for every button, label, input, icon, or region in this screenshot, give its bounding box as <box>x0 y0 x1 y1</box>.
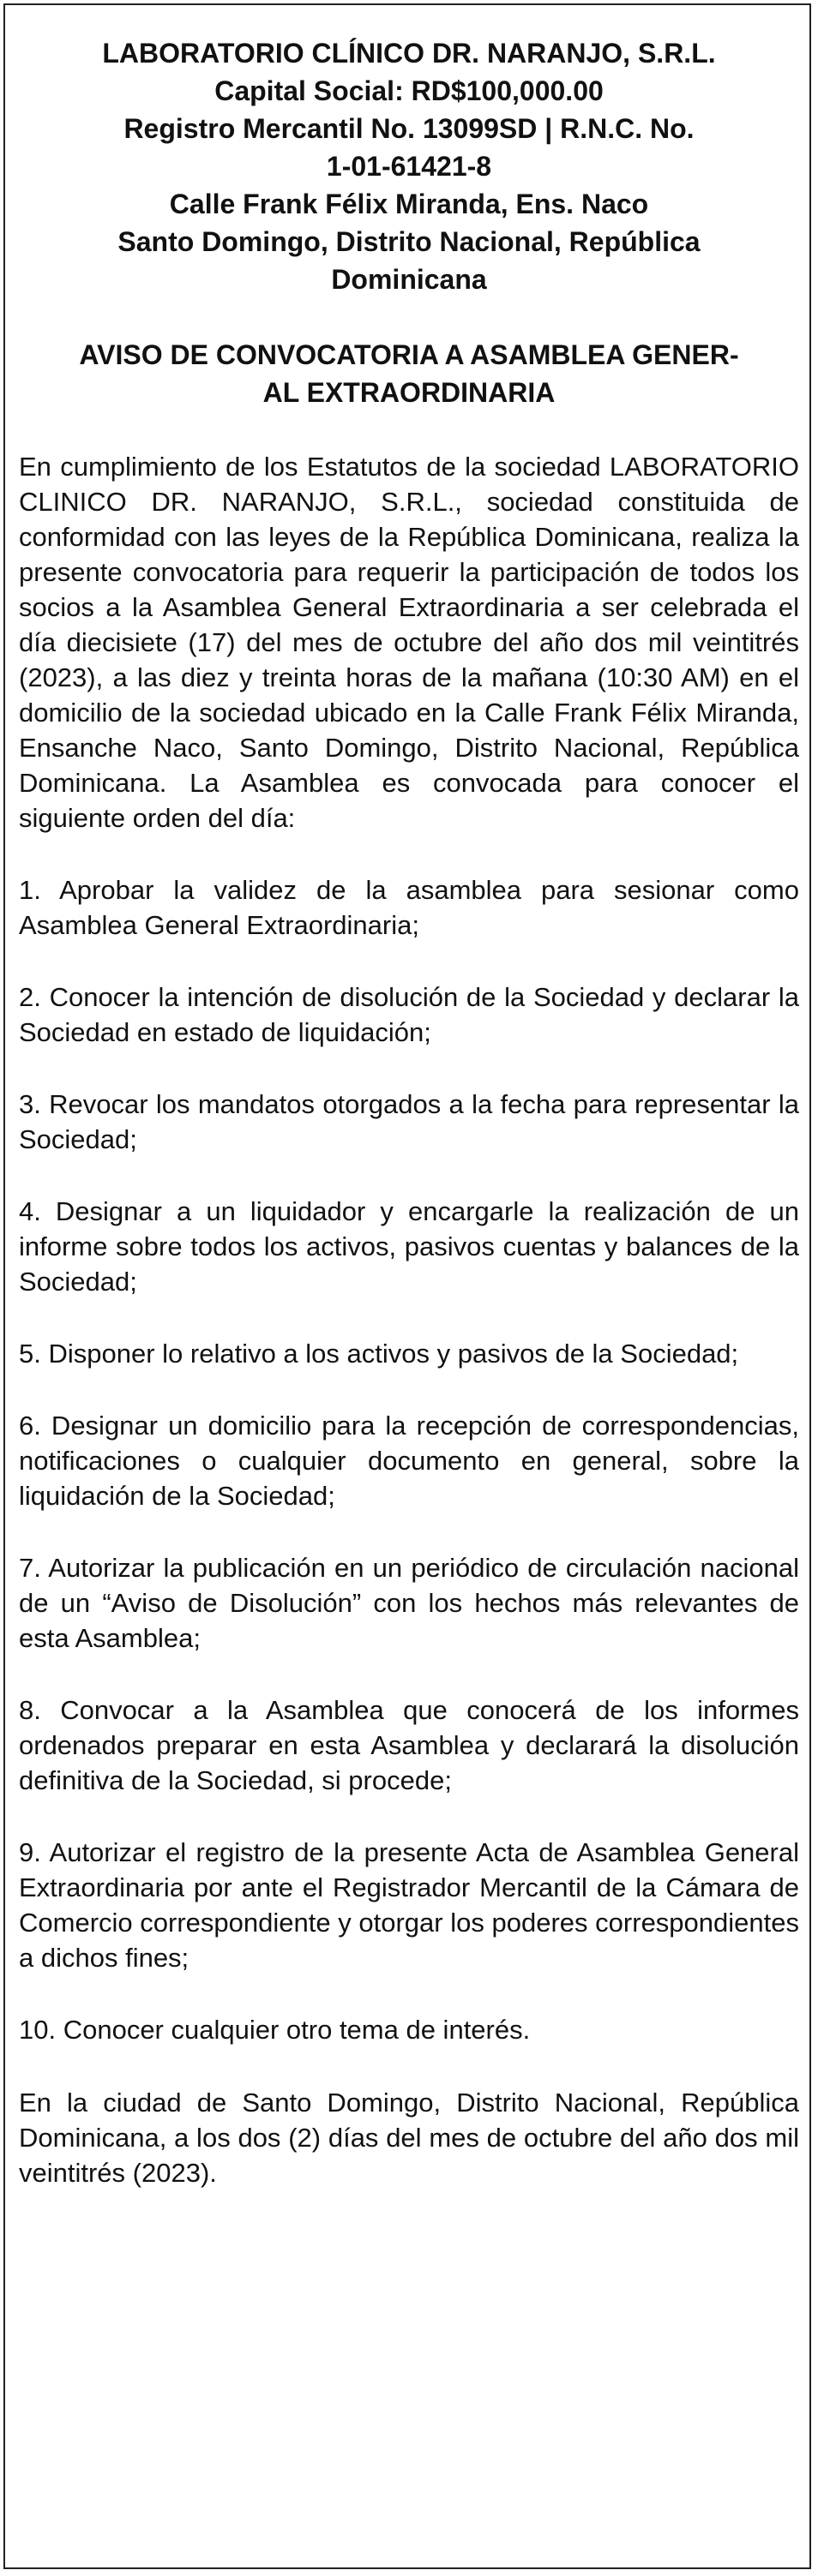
notice-frame <box>3 3 811 2569</box>
intro-paragraph: En cumplimiento de los Estatutos de la sociedad LABORATORIO CLINICO DR. NARANJO, S.R.L., sociedad constituida de conformidad con las leyes de la República Dominicana, realiza la presente convocatoria para requerir la participación de todos los socios a la Asamblea General Extraordinaria a ser celebrada el día diecisiete (17) del mes de octubre del año dos mil veintitrés (2023), a las diez y treinta horas de la mañana (10:30 AM) en el domicilio de la sociedad ubicado en la Calle Frank Félix Miranda, Ensanche Naco, Santo Domingo, Distrito Nacional, República Dominicana. La Asamblea es convocada para conocer el siguiente orden del día: <box>19 452 799 833</box>
registro-mercantil: Registro Mercantil No. 13099SD | R.N.C. No. <box>123 113 695 144</box>
notice-title <box>19 336 799 411</box>
agenda-item-2: 2. Conocer la intención de disolución de la Sociedad y declarar la Sociedad en estado de liquidación; <box>19 982 799 1047</box>
agenda-item-3: 3. Revocar los mandatos otorgados a la fecha para representar la Sociedad; <box>19 1089 799 1154</box>
agenda-item-9: 9. Autorizar el registro de la presente Acta de Asamblea General Extraordinaria por ante el Registrador Mercantil de la Cámara de Comercio correspondiente y otorgar los poderes correspondientes a dichos fines; <box>19 1837 799 1973</box>
agenda-item-1: 1. Aprobar la validez de la asamblea para sesionar como Asamblea General Extraordinaria; <box>19 875 799 940</box>
agenda-item-8: 8. Convocar a la Asamblea que conocerá de los informes ordenados preparar en esta Asamblea y declarará la disolución definitiva de la Sociedad, si procede; <box>19 1695 799 1795</box>
agenda-item-4: 4. Designar a un liquidador y encargarle la realización de un informe sobre todos los activos, pasivos cuentas y balances de la Sociedad; <box>19 1196 799 1297</box>
notice-content <box>19 34 799 2190</box>
address-country: Dominicana <box>331 264 487 295</box>
agenda-item-5: 5. Disponer lo relativo a los activos y pasivos de la Sociedad; <box>19 1339 739 1369</box>
company-name: LABORATORIO CLÍNICO DR. NARANJO, S.R.L. <box>102 38 716 69</box>
address-city: Santo Domingo, Distrito Nacional, República <box>117 226 701 257</box>
capital-social: Capital Social: RD$100,000.00 <box>214 75 604 106</box>
agenda-list <box>19 872 799 2047</box>
notice-title-line2: AL EXTRAORDINARIA <box>262 377 556 408</box>
closing-paragraph: En la ciudad de Santo Domingo, Distrito Nacional, República Dominicana, a los dos (2) días del mes de octubre del año dos mil veintitrés (2023). <box>19 2088 799 2188</box>
agenda-item-7: 7. Autorizar la publicación en un periódico de circulación nacional de un “Aviso de Disolución” con los hechos más relevantes de esta Asamblea; <box>19 1553 799 1653</box>
agenda-item-6: 6. Designar un domicilio para la recepción de correspondencias, notificaciones o cualquier documento en general, sobre la liquidación de la Sociedad; <box>19 1411 799 1511</box>
address-street: Calle Frank Félix Miranda, Ens. Naco <box>169 189 649 219</box>
company-header <box>19 34 799 298</box>
agenda-item-10: 10. Conocer cualquier otro tema de interés. <box>19 2015 531 2045</box>
notice-title-line1: AVISO DE CONVOCATORIA A ASAMBLEA GENER- <box>79 339 739 370</box>
rnc-number: 1-01-61421-8 <box>326 151 492 182</box>
